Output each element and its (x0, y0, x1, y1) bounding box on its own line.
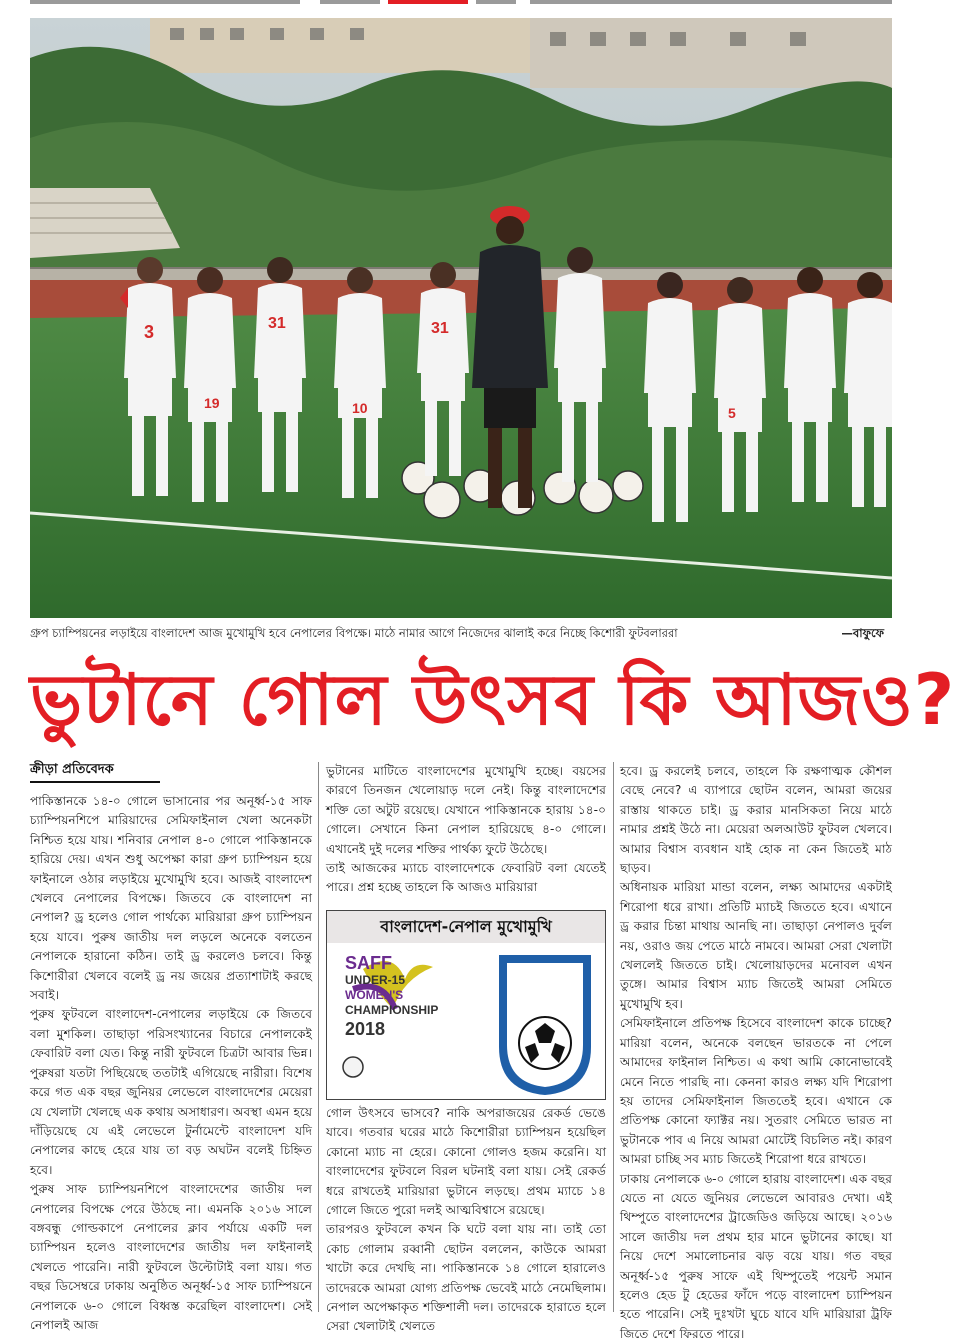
paragraph: অধিনায়ক মারিয়া মান্ডা বলেন, লক্ষ্য আমাদের একটাই শিরোপা ধরে রাখা। প্রতিটি ম্যাচই জিততে হবে। এখানে ড্র করার চিন্তা মাথায় আনছি না। তাছাড়া নেপালও দুর্বল নয়, ওরাও জয় পেতে মাঠে নামবে। আমরা সেরা খেলাটা খেললেই জিততে চাই। খেলোয়াড়দের মনোবল এখন তুঙ্গে। আমার বিশ্বাস ম্যাচ জিতেই আমরা সেমিতে মুখোমুখি হব। (620, 880, 892, 1011)
paragraph: ঢাকায় নেপালকে ৬-০ গোলে হারায় বাংলাদেশ। এক বছর যেতে না যেতে জুনিয়র লেভেলে আবারও দেখা। এই থিম্পুতে বাংলাদেশের ট্রাজেডিও জড়িয়ে আছে। ২০১৬ সালে জাতীয় দল প্রথম হার মানে ভুটানের কাছে। যা নিয়ে দেশে সমালোচনার ঝড় বয়ে যায়। গত বছর অনূর্ধ্ব-১৫ পুরুষ সাফে এই থিম্পুতেই পয়েন্ট সমান হলেও হেড টু হেডের ফাঁদে পড়ে বাংলাদেশ চ্যাম্পিয়ন হতে পারেনি। সেই দুঃখটা ঘুচে যাবে যদি মারিয়ারা ট্রফি জিতে দেশে ফিরতে পারে। (620, 1171, 892, 1341)
paragraph: গোল উৎসবে ভাসবে? নাকি অপরাজয়ের রেকর্ড ভেঙে যাবে। গতবার ঘরের মাঠে কিশোরীরা চ্যাম্পিয়ন হয়েছিল কোনো ম্যাচ না হেরে। কোনো গোলও হজম করেনি। যা বাংলাদেশের ফুটবলে বিরল ঘটনাই বলা যায়। সেই রেকর্ড ধরে রাখতেই মারিয়ারা ভুটানে লড়ছে। প্রথম ম্যাচে ১৪ গোলে জিতে পুরো দলই আত্মবিশ্বাসে রয়েছে। (326, 1106, 606, 1218)
news-photo (30, 18, 892, 618)
svg-text:19: 19 (204, 395, 220, 411)
paragraph: পাকিস্তানকে ১৪-০ গোলে ভাসানোর পর অনূর্ধ্ব-১৫ সাফ চ্যাম্পিয়নশিপে মারিয়াদের সেমিফাইনাল খেলা অনেকটা নিশ্চিত হয়ে যায়। শনিবার নেপাল ৪-০ গোলে পাকিস্তানকে হারিয়ে দেয়। এখন শুধু অপেক্ষা কারা গ্রুপ চ্যাম্পিয়ন হয়ে ফাইনালে ওঠার লড়াইয়ে মুখোমুখি হবে। আজই বাংলাদেশ খেলবে নেপালের বিপক্ষে। জিতবে কে বাংলাদেশ না নেপাল? ড্র হলেও গোল পার্থক্যে মারিয়ারা গ্রুপ চ্যাম্পিয়ন হয়ে যাবে। পুরুষ জাতীয় দল লড়লে অনেকে বলতেন নেপালকে হারানো কঠিন। তাই ড্র করলেও চলবে। কিন্তু কিশোরীরা খেলবে বলেই ড্র নয় জয়ের প্রত্যাশাটাই করছে সবাই। (30, 794, 312, 1003)
column-divider (613, 762, 614, 1312)
top-strip-segment (30, 0, 300, 4)
svg-text:10: 10 (352, 400, 368, 416)
saff-line-1: SAFF (345, 953, 392, 973)
photo-caption (30, 622, 892, 644)
top-strip (0, 0, 903, 6)
paragraph: সেমিফাইনালে প্রতিপক্ষ হিসেবে বাংলাদেশ কাকে চাচ্ছে? মারিয়া বলেন, অনেকে বলছেন ভারতকে না পেলে আমাদের ফাইনাল নিশ্চিত। এ কথা আমি কোনোভাবেই মেনে নিতে পারছি না। কেননা কারও লক্ষ্য যদি শিরোপা হয় তাদের সেমিফাইনাল জিততেই হবে। এখানে কে প্রতিপক্ষ কোনো ফ্যাক্টর নয়। সুতরাং সেমিতে ভারত না ভুটানকে পাব এ নিয়ে আমরা মোটেই বিচলিত নই। কারণ আমরা চাচ্ছি সব ম্যাচ জিতেই শিরোপা ধরে রাখতে। (620, 1016, 892, 1167)
article-column-1 (30, 792, 312, 1332)
top-strip-segment (530, 0, 892, 4)
top-strip-accent (388, 0, 468, 4)
bff-logo-icon (495, 951, 595, 1097)
paragraph: পুরুষ ফুটবলে বাংলাদেশ-নেপালের লড়াইয়ে কে জিতবে বলা মুশকিল। তাছাড়া পরিসংখ্যানের বিচারে নেপালকেই ফেবারিট বলা যেত। কিন্তু নারী ফুটবলে চিত্রটা আবার ভিন্ন। পুরুষরা যতটা পিছিয়েছে ততটাই এগিয়েছে নারীরা। বিশেষ করে গত এক বছর জুনিয়র লেভেলে বাংলাদেশের মেয়েরা যে খেলাটা খেলছে এক কথায় অসাধারণ। অবস্থা এমন হয়ে দাঁড়িয়েছে যে এই লেভেলে টুর্নামেন্টে বাংলাদেশ যদি নেপালের কাছে হেরে যায় তা বড় অঘটন বলেই চিহ্নিত হবে। (30, 1007, 312, 1177)
article-column-2-bottom (326, 1104, 606, 1334)
svg-text:31: 31 (268, 315, 286, 332)
article-column-3 (620, 762, 892, 1341)
paragraph: তারপরও ফুটবলে কখন কি ঘটে বলা যায় না। তাই তো কোচ গোলাম রব্বানী ছোটন বললেন, কাউকে আমরা খাটো করে দেখছি না। পাকিস্তানকে ১৪ গোলে হারালেও তাদেরকে আমরা যোগ্য প্রতিপক্ষ ভেবেই মাঠে নেমেছিলাম। নেপাল অপেক্ষাকৃত শক্তিশালী দল। তাদেরকে হারাতে হলে সেরা খেলাটাই খেলতে (326, 1222, 606, 1334)
saff-line-2: UNDER-15 (345, 973, 406, 987)
paragraph: ভুটানের মাটিতে বাংলাদেশের মুখোমুখি হচ্ছে। বয়সের কারণে তিনজন খেলোয়াড় দলে নেই। কিন্তু বাংলাদেশের শক্তি তো অটুট রয়েছে। যেখানে পাকিস্তানকে হারায় ১৪-০ গোলে। সেখানে কিনা নেপাল হারিয়েছে ৪-০ গোলে। এখানেই দুই দলের শক্তির পার্থক্য ফুটে উঠেছে। (326, 764, 606, 856)
paragraph: হবে। ড্র করলেই চলবে, তাহলে কি রক্ষণাত্মক কৌশল বেছে নেবে? এ ব্যাপারে ছোটন বলেন, আমরা জয়ের রাস্তায় থাকতে চাই। ড্র করার মানসিকতা নিয়ে মাঠে নামার প্রশ্নই উঠে না। মেয়েরা অলআউট ফুটবল খেলবে। আমার বিশ্বাস ব্যবধান যাই হোক না কেন জিতেই মাঠ ছাড়ব। (620, 764, 892, 876)
saff-wordmark (345, 953, 465, 1040)
top-strip-segment (320, 0, 380, 4)
headline: ভুটানে গোল উৎসব কি আজও? (30, 659, 955, 741)
top-strip-segment (476, 0, 516, 4)
svg-text:5: 5 (728, 405, 736, 421)
inset-title: বাংলাদেশ-নেপাল মুখোমুখি (327, 911, 605, 943)
photo-illustration (30, 18, 892, 618)
saff-line-3: WOMEN'S (345, 988, 404, 1002)
svg-text:31: 31 (431, 320, 449, 337)
article-column-2-top (326, 762, 606, 908)
photo-credit: —বাফুফে (841, 626, 884, 640)
paragraph: পুরুষ সাফ চ্যাম্পিয়নশিপে বাংলাদেশের জাতীয় দল নেপালের বিপক্ষে পেরে উঠছে না। এমনকি ২০১৬ সালে বঙ্গবন্ধু গোল্ডকাপে নেপালের ক্লাব পর্যায়ে একটি দল চ্যাম্পিয়ন হলেও বাংলাদেশের জাতীয় দল ফাইনালই খেলতে পারেনি। নারী ফুটবলে উল্টোটাই বলা যায়। গত বছর ডিসেম্বরে ঢাকায় অনুষ্ঠিত অনূর্ধ্ব-১৫ সাফ চ্যাম্পিয়নে নেপালকে ৬-০ গোলে বিধ্বস্ত করেছিল বাংলাদেশ। সেই নেপালই আজ (30, 1182, 312, 1332)
byline: ক্রীড়া প্রতিবেদক (30, 762, 114, 777)
column-divider (318, 762, 319, 1312)
byline-rule (30, 781, 160, 783)
saff-year: 2018 (345, 1019, 386, 1039)
inset-box (326, 910, 606, 1100)
saff-line-4: CHAMPIONSHIP (345, 1003, 439, 1017)
paragraph: তাই আজকের ম্যাচে বাংলাদেশকে ফেবারিট বলা যেতেই পারে। প্রশ্ন হচ্ছে তাহলে কি আজও মারিয়ারা (326, 861, 606, 895)
svg-text:3: 3 (144, 322, 155, 342)
caption-text: গ্রুপ চ্যাম্পিয়নের লড়াইয়ে বাংলাদেশ আজ মুখোমুখি হবে নেপালের বিপক্ষে। মাঠে নামার আগে নিজেদের ঝালাই করে নিচ্ছে কিশোরী ফুটবলাররা (30, 626, 678, 640)
